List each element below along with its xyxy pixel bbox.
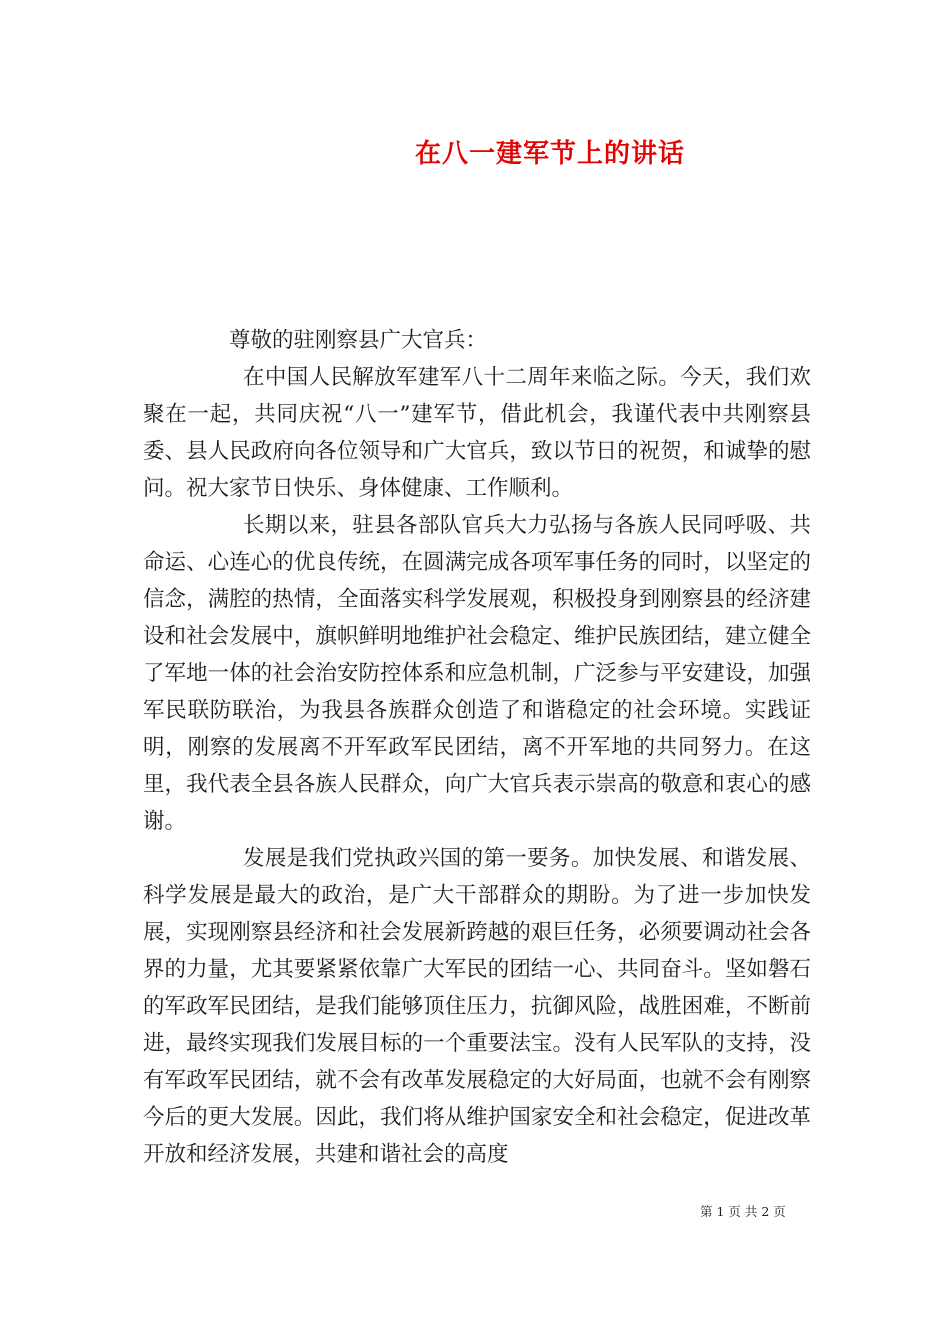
page-number-footer: 第 1 页 共 2 页: [700, 1204, 786, 1219]
document-body: [143, 322, 811, 1173]
paragraph-1: 在中国人民解放军建军八十二周年来临之际。今天，我们欢聚在一起，共同庆祝“八一”建军节，借此机会，我谨代表中共刚察县委、县人民政府向各位领导和广大官兵，致以节日的祝贺，和诚挚的慰问。祝大家节日快乐、身体健康、工作顺利。: [143, 365, 811, 501]
paragraph-2: 长期以来，驻县各部队官兵大力弘扬与各族人民同呼吸、共命运、心连心的优良传统，在圆满完成各项军事任务的同时，以坚定的信念，满腔的热情，全面落实科学发展观，积极投身到刚察县的经济建设和社会发展中，旗帜鲜明地维护社会稳定、维护民族团结，建立健全了军地一体的社会治安防控体系和应急机制，广泛参与平安建设，加强军民联防联治，为我县各族群众创造了和谐稳定的社会环境。实践证明，刚察的发展离不开军政军民团结，离不开军地的共同努力。在这里，我代表全县各族人民群众，向广大官兵表示崇高的敬意和衷心的感谢。: [143, 513, 811, 834]
paragraph-3: 发展是我们党执政兴国的第一要务。加快发展、和谐发展、科学发展是最大的政治，是广大干部群众的期盼。为了进一步加快发展，实现刚察县经济和社会发展新跨越的艰巨任务，必须要调动社会各界的力量，尤其要紧紧依靠广大军民的团结一心、共同奋斗。坚如磐石的军政军民团结，是我们能够顶住压力，抗御风险，战胜困难，不断前进，最终实现我们发展目标的一个重要法宝。没有人民军队的支持，没有军政军民团结，就不会有改革发展稳定的大好局面，也就不会有刚察今后的更大发展。因此，我们将从维护国家安全和社会稳定，促进改革开放和经济发展，共建和谐社会的高度: [143, 846, 811, 1167]
document-title: 在八一建军节上的讲话: [414, 139, 685, 169]
salutation: 尊敬的驻刚察县广大官兵：: [229, 328, 488, 353]
